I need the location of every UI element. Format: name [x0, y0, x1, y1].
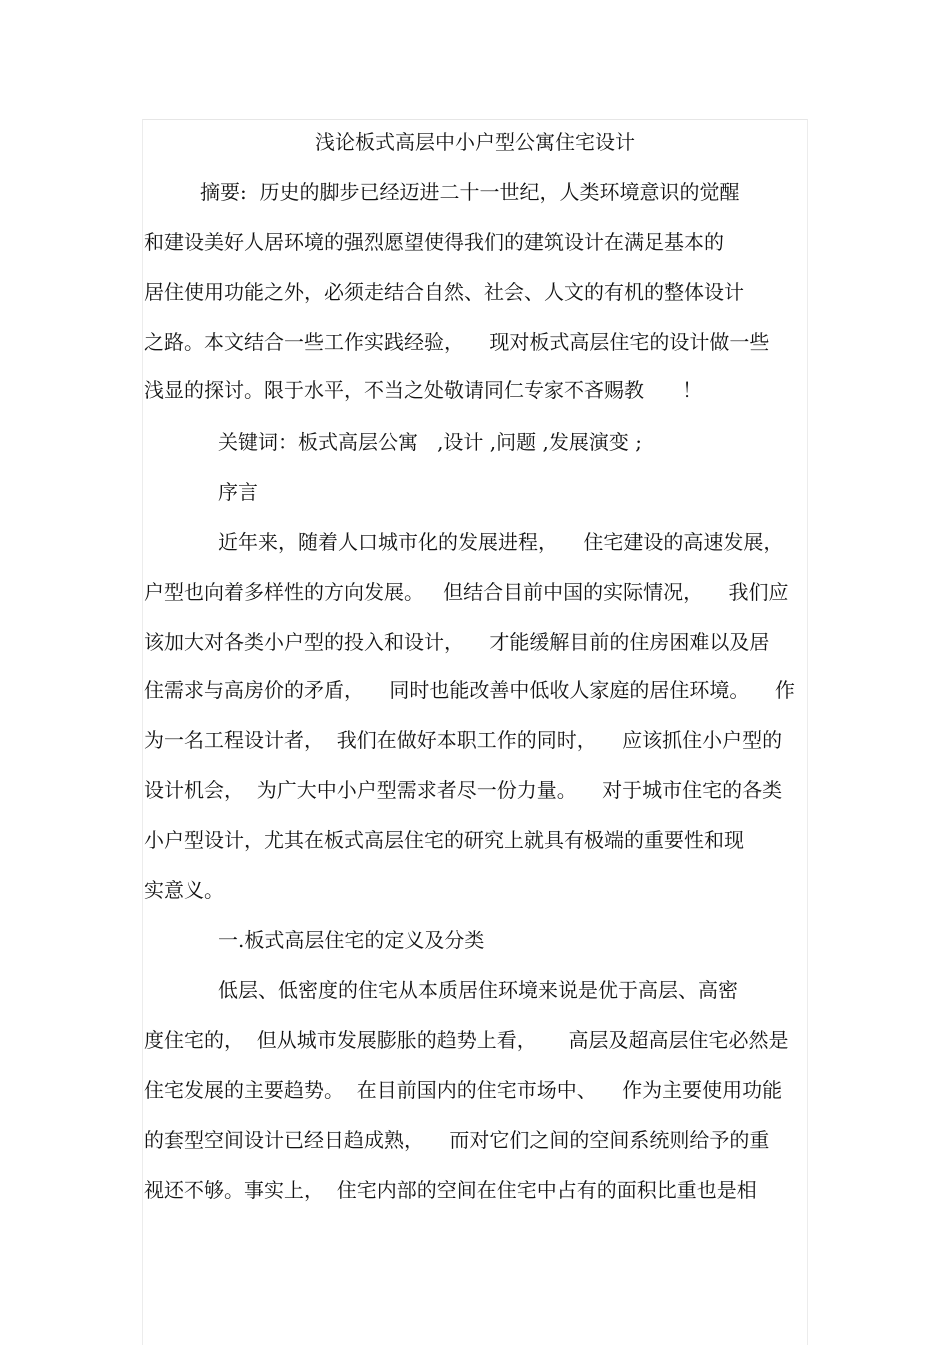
preface-line: 该加大对各类小户型的投入和设计， 才能缓解目前的住房困难以及居: [144, 630, 770, 654]
preface-heading: 序言: [218, 480, 258, 504]
preface-line: 为一名工程设计者， 我们在做好本职工作的同时， 应该抓住小户型的: [144, 728, 783, 752]
preface-line: 住需求与高房价的矛盾， 同时也能改善中低收人家庭的居住环境。 作: [144, 678, 795, 702]
document-title: 浅论板式高层中小户型公寓住宅设计: [315, 130, 635, 154]
section-heading: 一.板式高层住宅的定义及分类: [218, 928, 485, 952]
section-line: 度住宅的， 但从城市发展膨胀的趋势上看， 高层及超高层住宅必然是: [144, 1028, 789, 1052]
preface-line: 设计机会， 为广大中小户型需求者尽一份力量。 对于城市住宅的各类: [144, 778, 783, 802]
preface-line: 小户型设计，尤其在板式高层住宅的研究上就具有极端的重要性和现: [144, 828, 744, 852]
abstract-line: 和建设美好人居环境的强烈愿望使得我们的建筑设计在满足基本的: [144, 230, 724, 254]
preface-line: 近年来，随着人口城市化的发展进程， 住宅建设的高速发展，: [218, 530, 784, 554]
section-line: 低层、低密度的住宅从本质居住环境来说是优于高层、高密: [218, 978, 738, 1002]
section-line: 视还不够。事实上， 住宅内部的空间在住宅中占有的面积比重也是相: [144, 1178, 757, 1202]
abstract-line: 之路。本文结合一些工作实践经验， 现对板式高层住宅的设计做一些: [144, 330, 770, 354]
section-line: 的套型空间设计已经日趋成熟， 而对它们之间的空间系统则给予的重: [144, 1128, 770, 1152]
abstract-line: 居住使用功能之外，必须走结合自然、社会、人文的有机的整体设计: [144, 280, 744, 304]
preface-line: 实意义。: [144, 878, 224, 902]
keywords-line: 关键词：板式高层公寓 ,设计 ,问题 ,发展演变 ;: [218, 430, 642, 454]
abstract-line: 浅显的探讨。限于水平，不当之处敬请同仁专家不吝赐教 ！: [144, 378, 703, 402]
preface-line: 户型也向着多样性的方向发展。 但结合目前中国的实际情况， 我们应: [144, 580, 789, 604]
abstract-line: 摘要: 历史的脚步已经迈进二十一世纪，人类环境意识的觉醒: [200, 180, 740, 204]
section-line: 住宅发展的主要趋势。 在目前国内的住宅市场中、 作为主要使用功能: [144, 1078, 783, 1102]
